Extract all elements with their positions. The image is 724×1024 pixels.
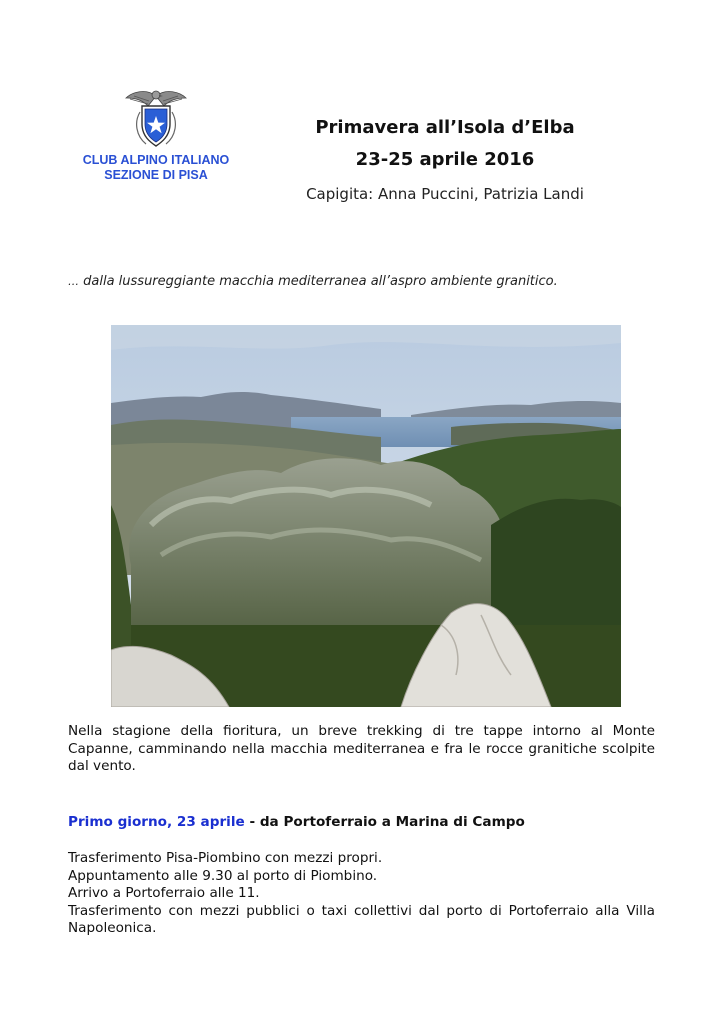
day-1-line: Arrivo a Portoferraio alle 11. — [68, 885, 260, 901]
document-dates: 23-25 aprile 2016 — [355, 149, 535, 170]
tagline — [68, 274, 558, 289]
day-1-route: da Portoferraio a Marina di Campo — [259, 814, 525, 830]
day-1-separator: - — [244, 814, 260, 830]
day-1-details — [68, 850, 655, 938]
organization-name — [60, 153, 252, 183]
day-1-line: Appuntamento alle 9.30 al porto di Piombino. — [68, 867, 378, 884]
intro-paragraph: Nella stagione della fioritura, un breve trekking di tre tappe intorno al Monte Capanne, camminando nella macchia mediterranea e fra le rocce granitiche scolpite dal vento. — [68, 723, 655, 774]
cai-logo-icon — [122, 86, 190, 152]
org-line-1: CLUB ALPINO ITALIANO — [82, 153, 230, 167]
landscape-photo — [111, 325, 621, 707]
trip-leaders: Capigita: Anna Puccini, Patrizia Landi — [306, 185, 584, 203]
org-line-2: SEZIONE DI PISA — [104, 168, 208, 182]
day-1-line: Trasferimento Pisa-Piombino con mezzi propri. — [68, 850, 383, 866]
day-1-heading — [68, 814, 525, 830]
tagline-text: dalla lussureggiante macchia mediterranea all’aspro ambiente granitico. — [79, 274, 558, 289]
document-title: Primavera all’Isola d’Elba — [315, 117, 575, 138]
tagline-ellipsis: … — [68, 275, 79, 288]
day-1-label: Primo giorno, 23 aprile — [68, 814, 245, 830]
day-1-line: Trasferimento con mezzi pubblici o taxi collettivi dal porto di Portoferraio alla Villa Napoleonica. — [68, 902, 655, 936]
